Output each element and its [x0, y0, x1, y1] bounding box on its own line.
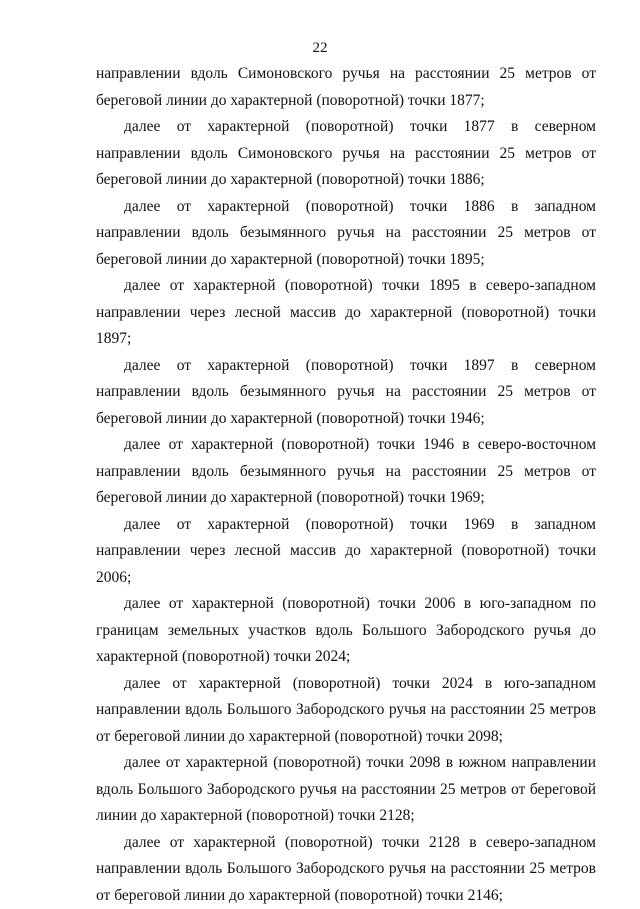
- paragraph-1: направлении вдоль Симоновского ручья на расстоянии 25 метров от береговой линии до характерной (поворотной) точки 1877;: [96, 61, 596, 114]
- paragraph-8: далее от характерной (поворотной) точки 2006 в юго-западном по границам земельных участков вдоль Большого Забородского ручья до характерной (поворотной) точки 2024;: [96, 591, 596, 671]
- paragraph-7: далее от характерной (поворотной) точки 1969 в западном направлении через лесной массив до характерной (поворотной) точки 2006;: [96, 512, 596, 592]
- page-number: 22: [0, 38, 640, 58]
- paragraph-2: далее от характерной (поворотной) точки 1877 в северном направлении вдоль Симоновского ручья на расстоянии 25 метров от береговой линии до характерной (поворотной) точки 1886;: [96, 114, 596, 194]
- paragraph-9: далее от характерной (поворотной) точки 2024 в юго-западном направлении вдоль Большого Забородского ручья на расстоянии 25 метров от береговой линии до характерной (поворотной) точки 2098;: [96, 671, 596, 751]
- document-body: [96, 61, 596, 909]
- paragraph-6: далее от характерной (поворотной) точки 1946 в северо-восточном направлении вдоль безымянного ручья на расстоянии 25 метров от береговой линии до характерной (поворотной) точки 1969;: [96, 432, 596, 512]
- paragraph-4: далее от характерной (поворотной) точки 1895 в северо-западном направлении через лесной массив до характерной (поворотной) точки 1897;: [96, 273, 596, 353]
- paragraph-10: далее от характерной (поворотной) точки 2098 в южном направлении вдоль Большого Забородского ручья на расстоянии 25 метров от береговой линии до характерной (поворотной) точки 2128;: [96, 750, 596, 830]
- paragraph-3: далее от характерной (поворотной) точки 1886 в западном направлении вдоль безымянного ручья на расстоянии 25 метров от береговой линии до характерной (поворотной) точки 1895;: [96, 194, 596, 274]
- paragraph-5: далее от характерной (поворотной) точки 1897 в северном направлении вдоль безымянного ручья на расстоянии 25 метров от береговой линии до характерной (поворотной) точки 1946;: [96, 353, 596, 433]
- paragraph-11: далее от характерной (поворотной) точки 2128 в северо-западном направлении вдоль Большого Забородского ручья на расстоянии 25 метров от береговой линии до характерной (поворотной) точки 2146;: [96, 830, 596, 909]
